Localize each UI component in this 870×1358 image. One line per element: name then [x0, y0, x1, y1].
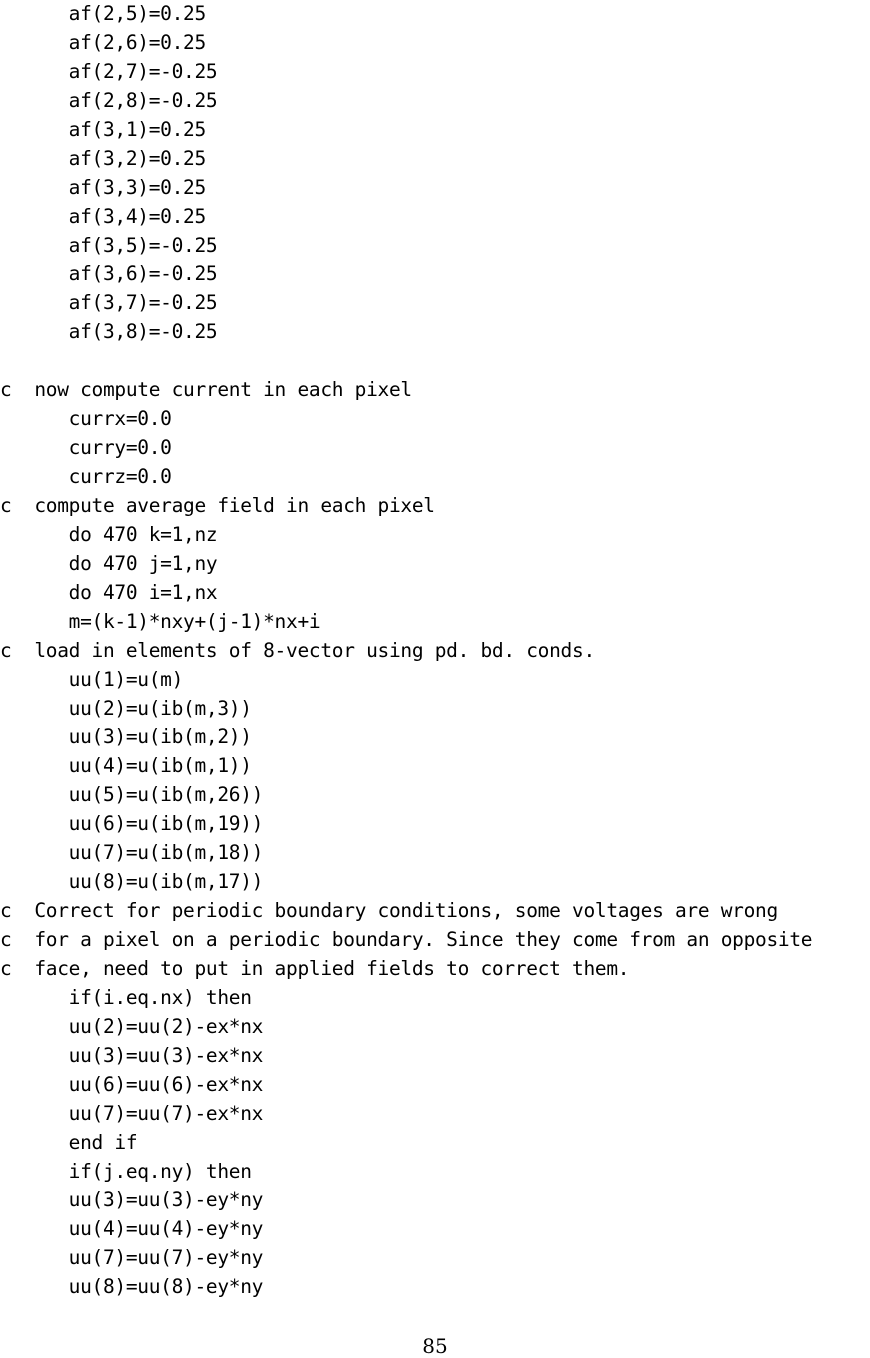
code-line: uu(7)=uu(7)-ex*nx: [0, 1101, 264, 1125]
code-line: uu(7)=uu(7)-ey*ny: [0, 1246, 264, 1270]
comment-line: c for a pixel on a periodic boundary. Since they come from an opposite: [0, 928, 813, 951]
code-line: end if: [0, 1130, 138, 1154]
code-line: af(3,2)=0.25: [0, 146, 206, 170]
code-line: m=(k-1)*nxy+(j-1)*nx+i: [0, 609, 321, 633]
comment-line: c compute average field in each pixel: [0, 493, 435, 517]
code-line: currz=0.0: [0, 465, 172, 488]
code-line: do 470 k=1,nz: [0, 522, 218, 546]
code-line: uu(1)=u(m): [0, 667, 184, 691]
code-line: do 470 i=1,nx: [0, 580, 218, 604]
code-line: uu(8)=u(ib(m,17)): [0, 870, 264, 894]
code-line: uu(2)=uu(2)-ex*nx: [0, 1014, 264, 1038]
code-line: af(3,4)=0.25: [0, 204, 206, 228]
code-line: uu(5)=u(ib(m,26)): [0, 783, 264, 807]
comment-line: c face, need to put in applied fields to correct them.: [0, 956, 630, 980]
code-line: af(3,3)=0.25: [0, 175, 206, 199]
code-line: if(j.eq.ny) then: [0, 1159, 252, 1183]
code-line: af(3,8)=-0.25: [0, 320, 218, 344]
code-line: if(i.eq.nx) then: [0, 985, 252, 1009]
code-line: uu(3)=uu(3)-ex*nx: [0, 1043, 264, 1067]
code-line: uu(2)=u(ib(m,3)): [0, 696, 252, 720]
code-line: uu(4)=uu(4)-ey*ny: [0, 1217, 264, 1241]
code-line: uu(3)=uu(3)-ey*ny: [0, 1188, 264, 1212]
code-line: uu(7)=u(ib(m,18)): [0, 841, 264, 865]
comment-line: c Correct for periodic boundary conditions, some voltages are wrong: [0, 899, 778, 923]
code-line: af(2,5)=0.25: [0, 2, 206, 25]
code-line: uu(6)=u(ib(m,19)): [0, 812, 264, 836]
page-number: 85: [422, 1334, 448, 1358]
code-line: af(3,7)=-0.25: [0, 291, 218, 315]
code-line: curry=0.0: [0, 436, 172, 460]
code-line: af(3,5)=-0.25: [0, 233, 218, 257]
code-line: uu(4)=u(ib(m,1)): [0, 754, 252, 778]
code-line: af(3,6)=-0.25: [0, 262, 218, 286]
code-line: af(3,1)=0.25: [0, 117, 206, 141]
code-line: uu(3)=u(ib(m,2)): [0, 725, 252, 749]
code-line: do 470 j=1,ny: [0, 551, 218, 575]
code-line: uu(8)=uu(8)-ey*ny: [0, 1275, 264, 1299]
blank-line: [0, 347, 870, 376]
code-line: af(2,7)=-0.25: [0, 59, 218, 83]
code-line: af(2,8)=-0.25: [0, 88, 218, 112]
comment-line: c now compute current in each pixel: [0, 378, 412, 402]
code-line: af(2,6)=0.25: [0, 30, 206, 54]
code-line: currx=0.0: [0, 407, 172, 431]
comment-line: c load in elements of 8-vector using pd. bd. conds.: [0, 638, 595, 662]
code-line: uu(6)=uu(6)-ex*nx: [0, 1072, 264, 1096]
